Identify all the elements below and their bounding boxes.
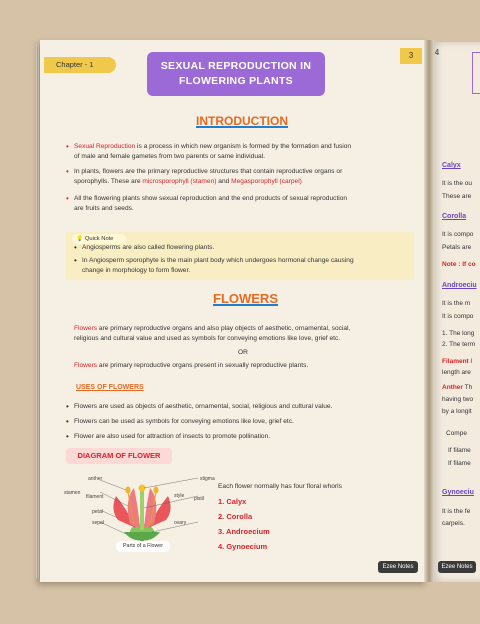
label-stamen: stamen <box>64 490 81 496</box>
whorl-androecium: 3. Androecium <box>218 527 270 536</box>
bullet: • <box>66 432 69 441</box>
flowers-heading: FLOWERS <box>213 291 278 306</box>
brand-logo-right: Ezee Notes <box>438 561 476 573</box>
label-ovary: ovary <box>174 520 187 526</box>
petal-inner-right <box>144 488 156 528</box>
flowers-paragraph-1: Flowers are primary reproductive organs and also play objects of aesthetic, ornamental, social, religious and cultural value and used as symbols for conveying emotions like love, grief etc. <box>74 325 351 342</box>
style-shape <box>140 490 144 530</box>
bullet: • <box>66 194 69 203</box>
title-line-2: FLOWERING PLANTS <box>179 75 293 87</box>
intro-paragraph-2: In plants, flowers are the primary reproductive structures that contain reproductive organs or sporophylls. These are microsporophyll (stamen) and Megasporophyll (carpel) <box>74 168 343 185</box>
anther-left <box>126 487 131 494</box>
title-line-1: SEXUAL REPRODUCTION IN <box>160 60 312 72</box>
use-item-2: Flowers can be used as symbols for conveying emotions like love, grief etc. <box>74 418 294 425</box>
label-anther: anther <box>88 476 103 482</box>
label-filament: filament <box>86 494 104 500</box>
intro-paragraph-1: Sexual Reproduction is a process in which new organism is formed by the formation and fusion of male and female gametes from two parents or same individual. <box>74 143 352 160</box>
bullet: • <box>74 243 77 252</box>
whorls-intro: Each flower normally has four floral whorls <box>218 483 342 490</box>
chapter-title <box>147 52 325 96</box>
bullet: • <box>66 167 69 176</box>
quick-note-2: In Angiosperm sporophyte is the main plant body which undergoes hormonal change causing change in morphology to form flower. <box>82 257 354 274</box>
term-sexual-reproduction: Sexual Reproduction <box>74 143 136 150</box>
right-corolla-heading: Corolla <box>442 213 467 220</box>
right-gynoecium-heading: Gynoeciu <box>442 489 474 496</box>
bullet: • <box>66 402 69 411</box>
next-page-number: 4 <box>434 48 440 57</box>
quick-note-tag: 💡 Quick Note <box>72 234 126 244</box>
page-number: 3 <box>400 48 422 64</box>
flower-diagram <box>60 470 220 550</box>
chapter-tab: Chapter - 1 <box>44 57 116 73</box>
whorl-gynoecium: 4. Gynoecium <box>218 542 268 551</box>
label-pistil: pistil <box>194 496 205 502</box>
term-microsporophyll: microsporophyll (stamen) <box>142 178 217 185</box>
whorl-calyx: 1. Calyx <box>218 497 247 506</box>
whorl-corolla: 2. Corolla <box>218 512 253 521</box>
introduction-heading: INTRODUCTION <box>196 114 288 128</box>
book-gutter <box>424 40 434 582</box>
anther-right <box>154 487 159 494</box>
diagram-heading: DIAGRAM OF FLOWER <box>66 448 172 464</box>
right-calyx-heading: Calyx <box>442 162 461 169</box>
right-page-content: Calyx It is the ou These are Corolla It is compo Petals are Note : If co Androeciu It is the m It is compo 1. The long 2. The term Filament l length are Anther Th having two by a longit Compe If filame If filame Gynoeciu It is the fe carpels. <box>442 0 480 624</box>
intro-paragraph-3: All the flowering plants show sexual reproduction and the end products of sexual reproduction are fruits and seeds. <box>74 195 348 212</box>
uses-heading: USES OF FLOWERS <box>76 384 144 391</box>
lightbulb-icon: 💡 <box>76 236 84 242</box>
bullet: • <box>66 417 69 426</box>
or-separator: OR <box>238 349 248 356</box>
label-style: style <box>174 493 185 499</box>
petal-inner-left <box>128 488 140 528</box>
use-item-3: Flower are also used for attraction of insects to promote pollination. <box>74 433 271 440</box>
flowers-paragraph-2: Flowers are primary reproductive organs present in sexually reproductive plants. <box>74 362 309 369</box>
use-item-1: Flowers are used as objects of aesthetic, ornamental, social, religious and cultural value. <box>74 403 333 410</box>
bullet: • <box>66 142 69 151</box>
right-androecium-heading: Androeciu <box>442 282 477 289</box>
quick-note-1: Angiosperms are also called flowering plants. <box>82 244 215 251</box>
label-stigma: stigma <box>200 476 215 482</box>
bullet: • <box>74 256 77 265</box>
label-sepal: sepal <box>92 520 104 526</box>
diagram-caption: Parts of a Flower <box>116 541 170 552</box>
label-petal: petal <box>92 509 103 515</box>
brand-logo: Ezee Notes <box>378 561 418 573</box>
term-megasporophyll: Megasporophyll (carpel) <box>231 178 302 185</box>
